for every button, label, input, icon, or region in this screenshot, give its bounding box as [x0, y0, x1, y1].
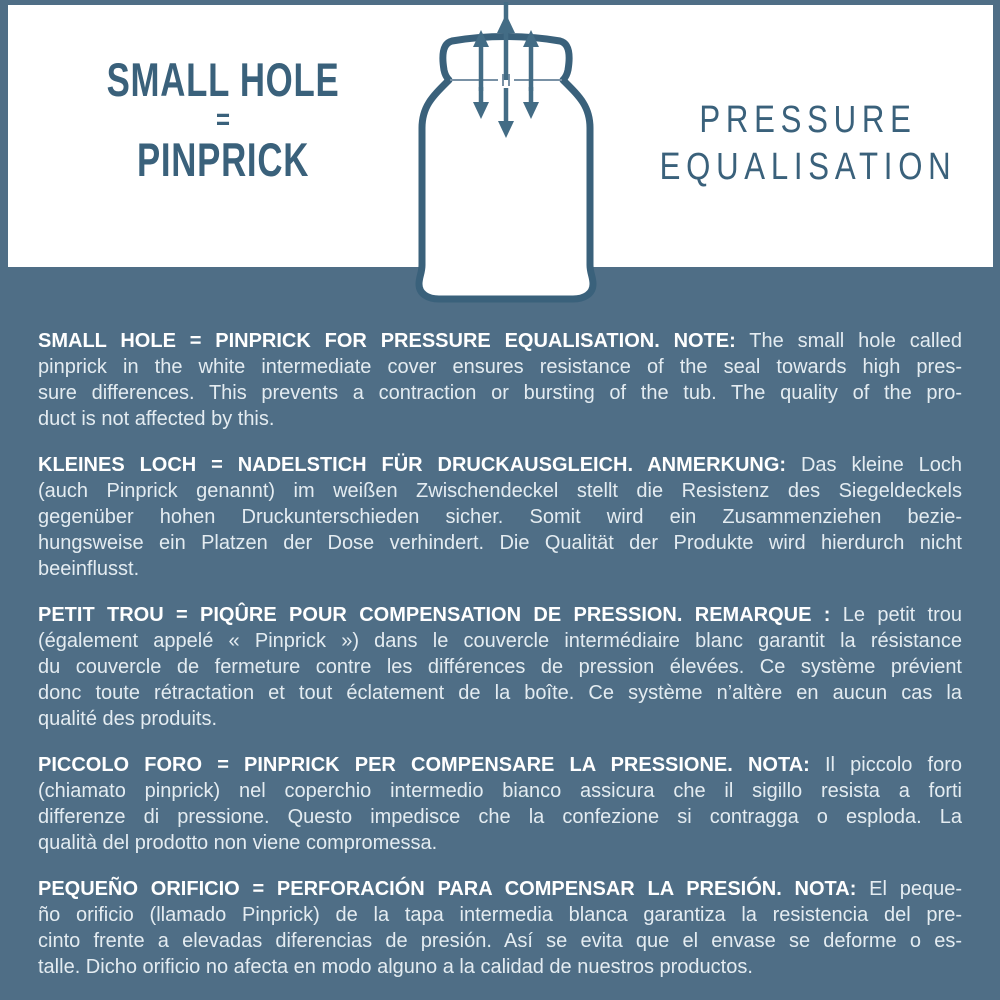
- paragraph-line: PEQUEÑO ORIFICIO = PERFORACIÓN PARA COMPENSAR LA PRESIÓN. NOTA: El peque-: [38, 878, 963, 900]
- paragraph-line: differenze di pressione. Questo impedisce che la confezione si contragga o esploda. La: [38, 806, 962, 828]
- paragraph-heading: SMALL HOLE = PINPRICK FOR PRESSURE EQUALISATION. NOTE:: [38, 330, 736, 352]
- paragraph-heading: KLEINES LOCH = NADELSTICH FÜR DRUCKAUSGLEICH. ANMERKUNG:: [38, 454, 787, 476]
- paragraph-heading: PETIT TROU = PIQÛRE POUR COMPENSATION DE PRESSION. REMARQUE :: [38, 604, 831, 626]
- paragraph-line: KLEINES LOCH = NADELSTICH FÜR DRUCKAUSGLEICH. ANMERKUNG: Das kleine Loch: [38, 454, 962, 476]
- pressure-title-bottom: EQUALISATION: [659, 146, 957, 188]
- paragraph-italian: [38, 752, 962, 856]
- paragraph-heading: PEQUEÑO ORIFICIO = PERFORACIÓN PARA COMPENSAR LA PRESIÓN. NOTA:: [38, 878, 857, 900]
- paragraph-line: gegenüber hohen Druckunterschieden sicher. Somit wird ein Zusammenziehen bezie-: [38, 506, 962, 528]
- small-hole-title-bottom: PINPRICK: [136, 133, 310, 186]
- paragraph-heading: PICCOLO FORO = PINPRICK PER COMPENSARE LA PRESSIONE. NOTA:: [38, 754, 810, 776]
- paragraph-line: PETIT TROU = PIQÛRE POUR COMPENSATION DE PRESSION. REMARQUE : Le petit trou: [38, 604, 962, 626]
- small-hole-title-top: SMALL HOLE: [106, 53, 340, 106]
- paragraph-english: [38, 328, 962, 432]
- paragraph-line: pinprick in the white intermediate cover ensures resistance of the seal towards high pres-: [38, 356, 962, 378]
- paragraph-line: beeinflusst.: [38, 558, 140, 580]
- pressure-equalisation-title: [626, 97, 990, 191]
- paragraph-spanish: [38, 876, 962, 980]
- paragraph-line: duct is not affected by this.: [38, 408, 275, 430]
- pressure-title-top: PRESSURE: [699, 99, 917, 141]
- paragraph-line: talle. Dicho orificio no afecta en modo alguno a la calidad de nuestros productos.: [38, 956, 753, 978]
- paragraph-french: [38, 602, 962, 732]
- jar-icon: [406, 0, 606, 320]
- paragraph-line: donc toute rétractation et tout éclatement de la boîte. Ce système n’altère en aucun cas la: [38, 682, 962, 704]
- paragraph-line: PICCOLO FORO = PINPRICK PER COMPENSARE LA PRESSIONE. NOTA: Il piccolo foro: [38, 754, 962, 776]
- small-hole-title: [38, 53, 408, 186]
- equals-sign: =: [215, 103, 231, 136]
- paragraph-line: cinto frente a elevadas diferencias de presión. Así se evita que el envase se deforme o es-: [38, 930, 962, 952]
- paragraph-line: SMALL HOLE = PINPRICK FOR PRESSURE EQUALISATION. NOTE: The small hole called: [38, 330, 962, 352]
- paragraph-line: du couvercle de fermeture contre les différences de pression élevées. Ce système prévient: [38, 656, 962, 678]
- paragraphs: [38, 328, 962, 1000]
- paragraph-line: sure differences. This prevents a contraction or bursting of the tub. The quality of the pro-: [38, 382, 962, 404]
- paragraph-line: (chiamato pinprick) nel coperchio intermedio bianco assicura che il sigillo resista a forti: [38, 780, 962, 802]
- paragraph-line: ño orificio (llamado Pinprick) de la tapa intermedia blanca garantiza la resistencia del pre-: [38, 904, 962, 926]
- paragraph-line: (auch Pinprick genannt) im weißen Zwischendeckel stellt die Resistenz des Siegeldeckels: [38, 480, 962, 502]
- paragraph-line: hungsweise ein Platzen der Dose verhindert. Die Qualität der Produkte wird hierdurch nicht: [38, 532, 962, 554]
- paragraph-line: qualité des produits.: [38, 708, 218, 730]
- up-arrows-icon: [473, 2, 539, 91]
- paragraph-line: (également appelé « Pinprick ») dans le couvercle intermédiaire blanc garantit la résistance: [38, 630, 962, 652]
- paragraph-line: qualità del prodotto non viene compromessa.: [38, 832, 438, 854]
- paragraph-german: [38, 452, 962, 582]
